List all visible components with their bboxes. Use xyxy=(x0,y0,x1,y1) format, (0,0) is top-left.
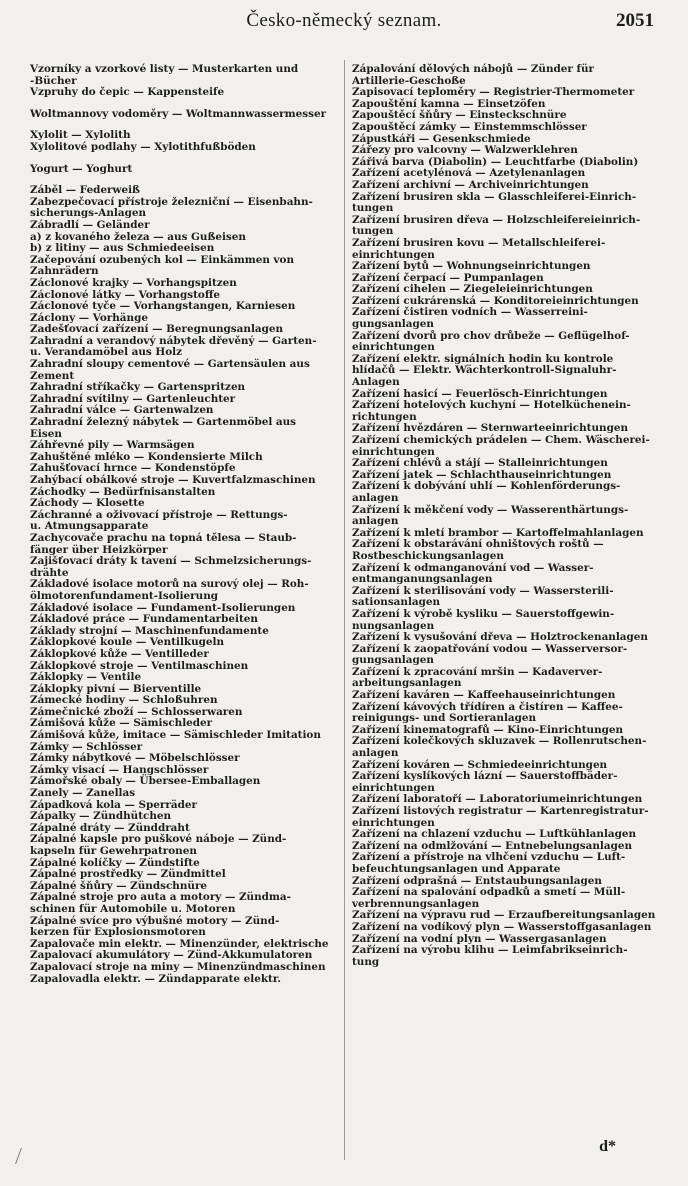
dictionary-entry: Zápalné prostředky — Zündmittel xyxy=(30,868,226,881)
column-divider xyxy=(344,60,345,1160)
dictionary-entry: Záclonové látky — Vorhangstoffe xyxy=(30,288,220,301)
dictionary-entry: Zařízení dvorů pro chov drůbeže — Geflügelhof- einrichtungen xyxy=(352,329,630,354)
dictionary-entry: Zapalovací stroje na miny — Minenzündmaschinen xyxy=(30,960,326,973)
dictionary-entry: Zařízení kaváren — Kaffeehauseinrichtungen xyxy=(352,689,616,702)
dictionary-entry: Zámořské obaly — Übersee-Emballagen xyxy=(30,775,261,788)
dictionary-entry: Zařízení hasicí — Feuerlösch-Einrichtungen xyxy=(352,387,608,400)
dictionary-entry: Zařízení cihelen — Ziegeleieinrichtungen xyxy=(352,283,593,296)
dictionary-entry: Vzpruhy do čepic — Kappensteife xyxy=(30,86,225,99)
dictionary-entry: Zápalné kapsle pro puškové náboje — Zünd- kapseln für Gewehrpatronen xyxy=(30,833,287,857)
dictionary-entry: Zahradní a verandový nábytek dřevěný — Garten- u. Verandamöbel aus Holz xyxy=(30,334,317,359)
dictionary-entry: Zámečnické zboží — Schlosserwaren xyxy=(30,705,243,718)
dictionary-entry: Zařízení k vysušování dřeva — Holztrockenanlagen xyxy=(352,631,648,644)
dictionary-entry: Zařízení k zaopatřování vodou — Wasserversor- gungsanlagen xyxy=(352,642,628,667)
dictionary-entry: Zařízení hvězdáren — Sternwarteeinrichtungen xyxy=(352,422,628,435)
dictionary-entry: Zařízení hotelových kuchyní — Hotelküchenein- richtungen xyxy=(352,399,631,423)
dictionary-entry: Zapalovadla elektr. — Zündapparate elektr. xyxy=(30,972,281,985)
dictionary-entry: Zařízení k dobývání uhlí — Kohlenförderungs- anlagen xyxy=(352,480,621,504)
dictionary-entry: a) z kovaného železa — aus Gußeisen xyxy=(30,230,246,243)
dictionary-entry: Záchody — Klosette xyxy=(30,497,145,510)
dictionary-entry: Záklopkové stroje — Ventilmaschinen xyxy=(30,659,249,672)
dictionary-entry: Zajišťovací dráty k tavení — Schmelzsicherungs- drähte xyxy=(30,555,312,579)
dictionary-entry: Zařízení k obstarávání ohništových roštů — Rostbeschickungsanlagen xyxy=(352,538,604,562)
dictionary-entry: Zařízení kováren — Schmiedeeinrichtungen xyxy=(352,758,608,771)
dictionary-entry: Zařízení brusiren skla — Glasschleiferei-Einrich- tungen xyxy=(352,190,637,215)
dictionary-entry: Záhřevné pily — Warmsägen xyxy=(30,439,195,452)
dictionary-entry: Zařízení na spalování odpadků a smetí — Müll- verbrennungsanlagen xyxy=(352,886,626,910)
dictionary-entry: Zapalovače min elektr. — Minenzünder, elektrische xyxy=(30,937,329,950)
dictionary-entry: Zahuštěné mléko — Kondensierte Milch xyxy=(30,450,263,463)
dictionary-entry: Zadešťovací zařízení — Beregnungsanlagen xyxy=(30,323,284,336)
dictionary-entry: Záclony — Vorhänge xyxy=(30,311,148,324)
dictionary-entry: Zapalovací akumulátory — Zünd-Akkumulatoren xyxy=(30,949,313,962)
dictionary-entry: Zařízení na výrobu klihu — Leimfabrikseinrich- tung xyxy=(352,944,628,968)
dictionary-entry: Základové isolace motorů na surový olej — Roh- ölmotorenfundament-Isolierung xyxy=(30,578,309,602)
dictionary-entry: Základové isolace — Fundament-Isolierungen xyxy=(30,601,296,614)
dictionary-entry: Zařízení bytů — Wohnungseinrichtungen xyxy=(352,260,591,273)
dictionary-entry: Zařízení elektr. signálních hodin ku kontrole hlídačů — Elektr. Wächterkontroll-Signaluhr- Anlagen xyxy=(352,352,617,389)
dictionary-entry: Zařízení čerpací — Pumpanlagen xyxy=(352,271,544,284)
dictionary-entry: Zářezy pro valcovny — Walzwerklehren xyxy=(352,144,578,157)
dictionary-entry: Xylolit — Xylolith xyxy=(30,129,131,142)
dictionary-entry: Woltmannovy vodoměry — Woltmannwassermesser xyxy=(30,107,327,120)
margin-mark xyxy=(15,1148,26,1164)
left-column xyxy=(30,64,338,985)
dictionary-entry: Zařízení odprašná — Entstaubungsanlagen xyxy=(352,874,602,887)
dictionary-entry: Základy strojní — Maschinenfundamente xyxy=(30,624,269,637)
dictionary-entry: Zámišová kůže, imitace — Sämischleder Imitation xyxy=(30,729,321,742)
dictionary-entry: Vzorníky a vzorkové listy — Musterkarten und -Bücher xyxy=(30,63,299,87)
dictionary-entry: Začepování ozubených kol — Einkämmen von Zahnrädern xyxy=(30,253,295,278)
dictionary-entry: Zanely — Zanellas xyxy=(30,787,136,800)
dictionary-entry: Zářivá barva (Diabolin) — Leuchtfarbe (Diabolin) xyxy=(352,155,639,168)
dictionary-entry: Zapouštěcí zámky — Einstemmschlösser xyxy=(352,120,587,133)
dictionary-entry: Základové práce — Fundamentarbeiten xyxy=(30,613,258,626)
dictionary-entry: Záchranné a oživovací přístroje — Rettungs- u. Atmungsapparate xyxy=(30,508,288,533)
dictionary-entry: Zámky visací — Hangschlösser xyxy=(30,763,209,776)
dictionary-entry: Zařízení kinematografů — Kino-Einrichtungen xyxy=(352,723,624,736)
dictionary-entry: Zápalné dráty — Zünddraht xyxy=(30,821,190,834)
dictionary-entry: Zápalné šňůry — Zündschnüre xyxy=(30,879,208,892)
dictionary-entry: Zařízení na vodní plyn — Wassergasanlagen xyxy=(352,932,607,945)
dictionary-entry: Zařízení brusiren dřeva — Holzschleifereieinrich- tungen xyxy=(352,213,641,238)
dictionary-entry: Zámky nábytkové — Möbelschlösser xyxy=(30,752,240,765)
dictionary-entry: Zařízení chemických prádelen — Chem. Wäscherei- einrichtungen xyxy=(352,434,650,458)
dictionary-entry: Zápalné svíce pro výbušné motory — Zünd- kerzen für Explosionsmotoren xyxy=(30,914,280,939)
dictionary-entry: Zařízení k měkčení vody — Wasserenthärtungs- anlagen xyxy=(352,503,629,528)
dictionary-entry: Zahradní stříkačky — Gartenspritzen xyxy=(30,381,246,394)
dictionary-entry: Zařízení archivní — Archiveinrichtungen xyxy=(352,178,589,191)
dictionary-entry: Zapisovací teploměry — Registrier-Thermometer xyxy=(352,86,635,99)
dictionary-entry: Zahradní železný nábytek — Gartenmöbel aus Eisen xyxy=(30,416,297,440)
page-title: Česko-německý seznam. xyxy=(246,10,442,31)
dictionary-entry: Záchodky — Bedürfnisanstalten xyxy=(30,485,216,498)
dictionary-entry: Zámišová kůže — Sämischleder xyxy=(30,717,213,730)
dictionary-entry: Zařízení jatek — Schlachthauseinrichtungen xyxy=(352,468,612,481)
signature-mark: d* xyxy=(599,1138,616,1155)
dictionary-entry: Zahradní sloupy cementové — Gartensäulen aus Zement xyxy=(30,358,310,382)
dictionary-entry: Zařízení kyslíkových lázní — Sauerstoffbäder- einrichtungen xyxy=(352,770,618,794)
dictionary-entry: Zápalování dělových nábojů — Zünder für Artillerie-Geschoße xyxy=(352,63,594,87)
dictionary-entry: Zařízení k odmanganování vod — Wasser- entmanganungsanlagen xyxy=(352,561,594,586)
dictionary-entry: Záběl — Federweiß xyxy=(30,184,140,197)
dictionary-entry: Zařízení chlévů a stájí — Stalleinrichtungen xyxy=(352,457,608,470)
dictionary-entry: Záklopkové kůže — Ventilleder xyxy=(30,647,209,660)
dictionary-entry: Zahýbací obálkové stroje — Kuvertfalzmaschinen xyxy=(30,474,316,486)
dictionary-entry: Zapouštění kamna — Einsetzöfen xyxy=(352,97,546,110)
dictionary-entry: Zařízení listových registratur — Kartenregistratur- einrichtungen xyxy=(352,805,649,829)
dictionary-entry: Zapouštěcí šňůry — Einsteckschnüre xyxy=(352,109,567,122)
dictionary-entry: Zařízení k výrobě kysliku — Sauerstoffgewin- nungsanlagen xyxy=(352,607,615,632)
dictionary-entry: Xylolitové podlahy — Xylotithfußböden xyxy=(30,140,256,153)
dictionary-entry: Zařízení na chlazení vzduchu — Luftkühlanlagen xyxy=(352,828,637,841)
dictionary-entry: Západková kola — Sperräder xyxy=(30,798,197,811)
dictionary-entry: Záclonové tyče — Vorhangstangen, Karniesen xyxy=(30,300,296,313)
dictionary-entry: Zahušťovací hrnce — Kondenstöpfe xyxy=(30,462,236,475)
dictionary-entry: Zápalné stroje pro auta a motory — Zündma- schinen für Automobile u. Motoren xyxy=(30,891,291,915)
dictionary-entry: Zahradní válce — Gartenwalzen xyxy=(30,404,214,417)
dictionary-entry: Zámky — Schlösser xyxy=(30,740,143,753)
dictionary-entry: Zařízení k mletí brambor — Kartoffelmahlanlagen xyxy=(352,526,644,539)
dictionary-entry: Zařízení na vodíkový plyn — Wasserstoffgasanlagen xyxy=(352,920,652,933)
dictionary-entry: Zápustkáři — Gesenkschmiede xyxy=(352,132,531,145)
dictionary-entry: Zařízení čistiren vodních — Wasserreini- gungsanlagen xyxy=(352,306,588,331)
dictionary-entry: Zábradlí — Geländer xyxy=(30,218,150,231)
dictionary-entry: Zařízení na odmlžování — Entnebelungsanlagen xyxy=(352,839,633,852)
dictionary-entry: Záclonové krajky — Vorhangspitzen xyxy=(30,276,237,289)
dictionary-entry: Zachycovače prachu na topná tělesa — Staub- fänger über Heizkörper xyxy=(30,531,297,556)
dictionary-entry: Zařízení laboratoří — Laboratoriumeinrichtungen xyxy=(352,793,643,806)
dictionary-entry: Zápalné kolíčky — Zündstifte xyxy=(30,856,200,869)
dictionary-entry: Zabezpečovací přístroje železniční — Eisenbahn- sicherungs-Anlagen xyxy=(30,195,313,220)
dictionary-entry: Zařízení cukrárenská — Konditoreieinrichtungen xyxy=(352,294,639,307)
dictionary-entry: Záklopkové koule — Ventilkugeln xyxy=(30,636,225,649)
dictionary-entry: b) z litiny — aus Schmiedeeisen xyxy=(30,242,215,255)
dictionary-entry: Zámecké hodiny — Schloßuhren xyxy=(30,694,218,707)
dictionary-entry: Zařízení kávových třídíren a čistíren — Kaffee- reinigungs- und Sortieranlagen xyxy=(352,700,623,725)
dictionary-entry: Zařízení kolečkových skluzavek — Rollenrutschen- anlagen xyxy=(352,735,647,760)
dictionary-entry: Zařízení acetylénová — Azetylenanlagen xyxy=(352,167,586,180)
dictionary-entry: Zařízení k sterilisování vody — Wassersterili- sationsanlagen xyxy=(352,584,614,609)
dictionary-entry: Zařízení brusiren kovu — Metallschleiferei- einrichtungen xyxy=(352,236,606,261)
dictionary-entry: Záklopky pivní — Bierventille xyxy=(30,682,202,695)
dictionary-entry: Zápalky — Zündhütchen xyxy=(30,810,172,823)
dictionary-entry: Yogurt — Yoghurt xyxy=(30,162,133,175)
dictionary-entry: Zařízení k zpracování mršin — Kadaverver- arbeitungsanlagen xyxy=(352,665,603,690)
dictionary-entry: Zařízení a přístroje na vlhčení vzduchu — Luft- befeuchtungsanlagen und Apparate xyxy=(352,851,626,875)
dictionary-entry: Zařízení na výpravu rud — Erzaufbereitungsanlagen xyxy=(352,909,656,922)
page-number: 2051 xyxy=(616,10,654,31)
dictionary-entry: Záklopky — Ventile xyxy=(30,671,142,684)
page-header xyxy=(0,0,688,40)
dictionary-entry: Zahradní svítilny — Gartenleuchter xyxy=(30,392,236,405)
right-column xyxy=(352,64,660,968)
